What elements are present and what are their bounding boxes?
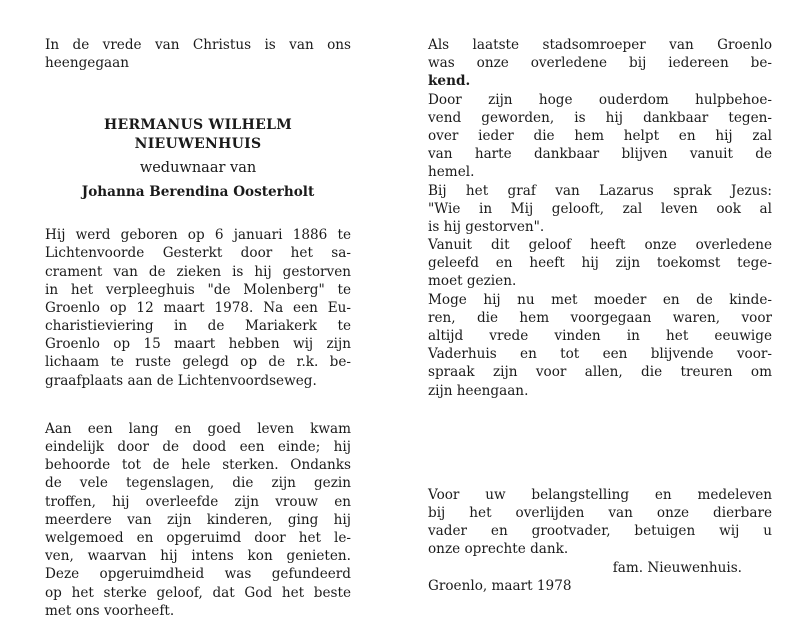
text-line: ven, waarvan hij intens kon genieten. — [45, 548, 351, 565]
text-line: Lichtenvoorde Gesterkt door het sa- — [45, 245, 351, 262]
deceased-surname: NIEUWENHUIS — [134, 135, 262, 152]
text-line: crament van de zieken is hij gestorven — [45, 263, 351, 280]
text-line: Als laatste stadsomroeper van Groenlo — [428, 37, 772, 53]
spouse-name: Johanna Berendina Oosterholt — [81, 183, 315, 200]
intro-line: heengegaan — [45, 55, 130, 72]
text-line: was onze overledene bij iedereen be- — [428, 55, 772, 72]
text-line: Groenlo op 15 maart hebben wij zijn — [45, 336, 351, 353]
text-line: Deze opgeruimdheid was gefundeerd — [45, 566, 351, 583]
text-line: met ons voorheeft. — [45, 602, 175, 619]
text-line: hemel. — [428, 164, 475, 181]
text-line: de vele tegenslagen, die zijn gezin — [45, 475, 351, 492]
tribute-paragraph — [45, 420, 351, 620]
text-line: Groenlo op 12 maart 1978. Na een Eu- — [45, 299, 351, 316]
text-line: Voor uw belangstelling en medeleven — [428, 486, 772, 503]
text-line: over ieder die hem helpt en hij zal — [428, 127, 772, 144]
text-line: behoorde tot de hele sterken. Ondanks — [45, 457, 351, 474]
text-line: kend. — [428, 73, 471, 90]
text-line: lichaam te ruste gelegd op de r.k. be- — [45, 354, 351, 371]
text-line: vend geworden, is hij dankbaar tegen- — [428, 109, 772, 126]
intro-line: In de vrede van Christus is van ons — [45, 37, 351, 53]
signature: fam. Nieuwenhuis. — [612, 559, 742, 576]
widower-of: weduwnaar van — [139, 159, 257, 176]
text-line: Door zijn hoge ouderdom hulpbehoe- — [428, 91, 772, 108]
text-line: op het sterke geloof, dat God het beste — [45, 584, 351, 601]
text-line: graafplaats aan de Lichtenvoordseweg. — [45, 372, 317, 389]
text-line: meerdere van zijn kinderen, ging hij — [45, 511, 351, 528]
text-line: onze oprechte dank. — [428, 541, 569, 558]
text-line: eindelijk door de dood een einde; hij — [45, 439, 351, 455]
text-line: Aan een lang en goed leven kwam — [45, 420, 351, 437]
text-line: ren, die hem voorgegaan waren, voor — [428, 309, 772, 326]
left-column — [45, 36, 351, 620]
intro — [45, 36, 351, 72]
text-line: moet gezien. — [428, 273, 517, 290]
thanks-paragraph — [428, 486, 772, 559]
reflection-paragraph — [428, 36, 772, 400]
deceased-name: HERMANUS WILHELM — [103, 117, 293, 134]
biography-paragraph — [45, 226, 351, 390]
text-line: troffen, hij overleefde zijn vrouw en — [45, 493, 351, 510]
text-line: welgemoed en opgeruimd door het le- — [45, 529, 351, 546]
text-line: vader en grootvader, betuigen wij u — [428, 523, 772, 540]
text-line: in het verpleeghuis "de Molenberg" te — [45, 281, 351, 298]
text-line: bij het overlijden van onze dierbare — [428, 504, 772, 521]
text-line: altijd vrede vinden in het eeuwige — [428, 328, 772, 344]
right-column — [428, 36, 772, 595]
text-line: geleefd en heeft hij zijn toekomst tege- — [428, 255, 772, 272]
text-line: charistieviering in de Mariakerk te — [45, 318, 351, 335]
text-line: Hij werd geboren op 6 januari 1886 te — [45, 227, 351, 244]
text-line: van harte dankbaar blijven vanuit de — [428, 146, 772, 163]
text-line: Bij het graf van Lazarus sprak Jezus: — [428, 182, 772, 199]
place-date: Groenlo, maart 1978 — [428, 577, 572, 594]
text-line: "Wie in Mij gelooft, zal leven ook al — [428, 200, 772, 217]
text-line: Vaderhuis en tot een blijvende voor- — [428, 346, 772, 363]
text-line: zijn heengaan. — [428, 382, 529, 399]
text-line: Vanuit dit geloof heeft onze overledene — [428, 237, 772, 254]
text-line: is hij gestorven". — [428, 218, 545, 235]
text-line: spraak zijn voor allen, die treuren om — [428, 364, 772, 381]
text-line: Moge hij nu met moeder en de kinde- — [428, 291, 772, 308]
